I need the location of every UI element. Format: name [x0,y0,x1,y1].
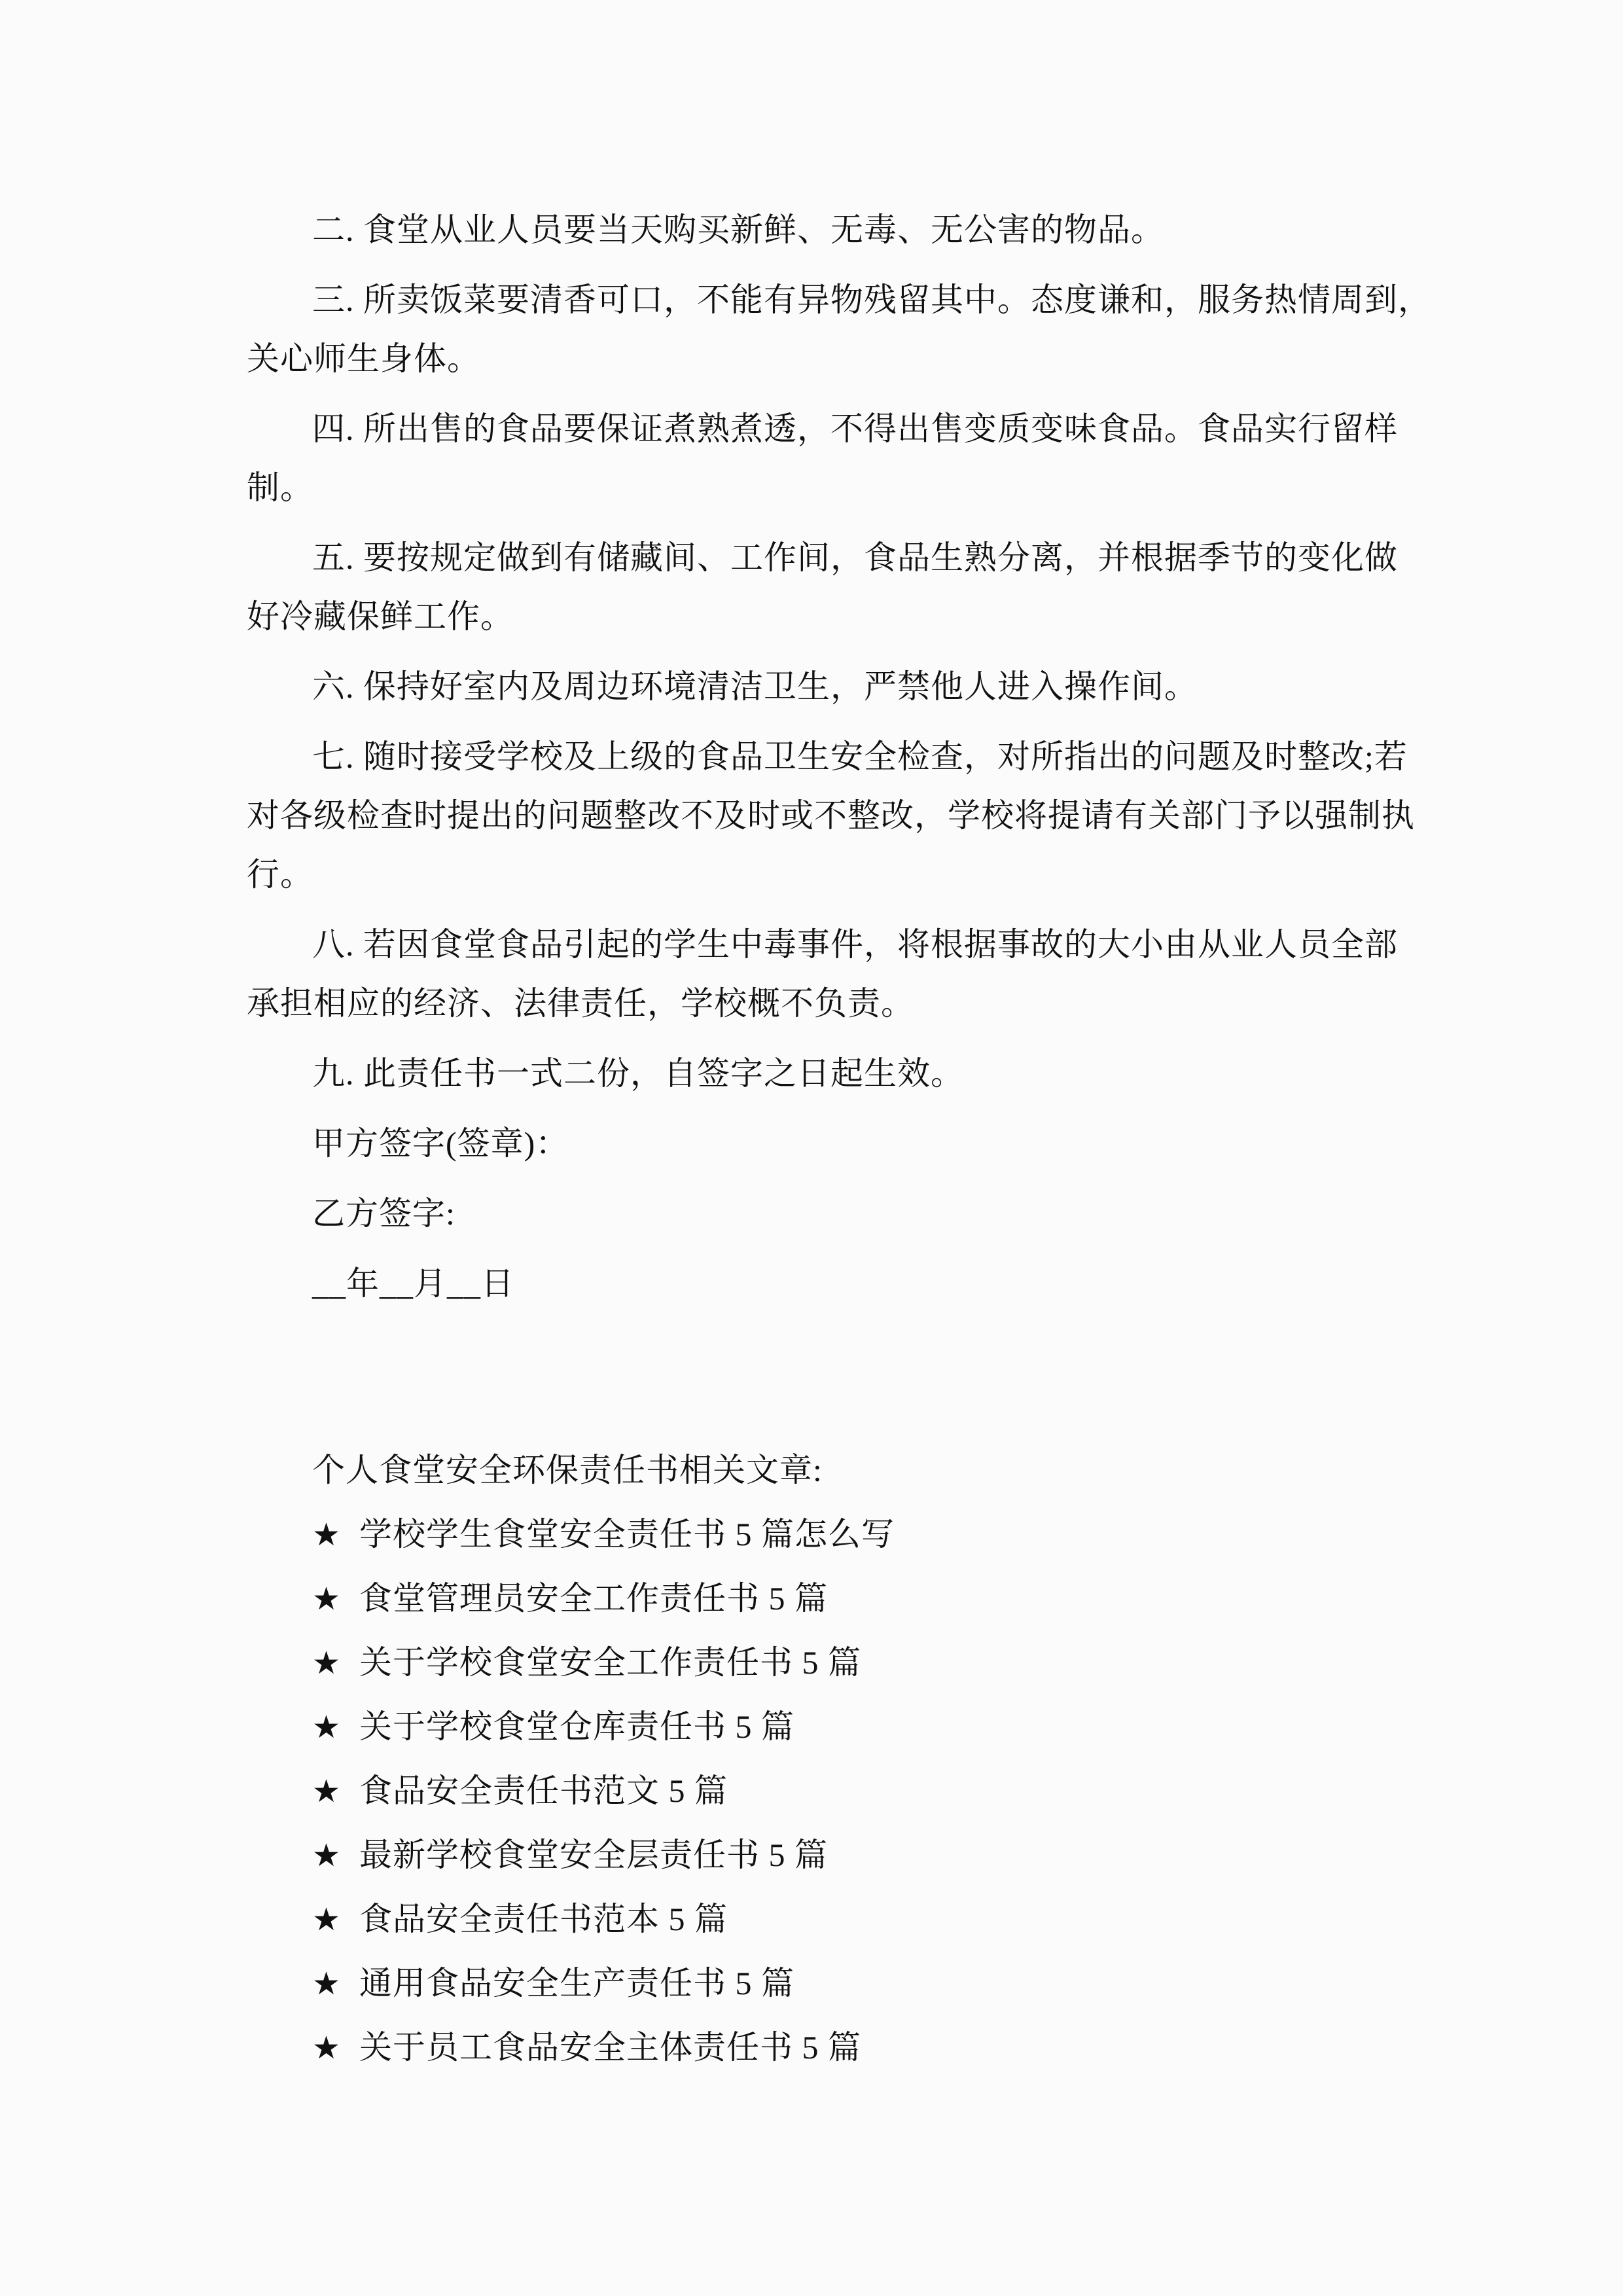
paragraph [247,270,1431,388]
related-article-label: 学校学生食堂安全责任书 5 篇怎么写 [359,1516,895,1552]
paragraph-line: 承担相应的经济、法律责任，学校概不负责。 [247,985,914,1022]
paragraph-line: 甲方签字(签章)： [312,1125,569,1162]
related-article-label: 关于学校食堂仓库责任书 5 篇 [359,1708,795,1745]
star-icon: ★ [312,1581,342,1617]
paragraph-line: 八. 若因食堂食品引起的学生中毒事件，将根据事故的大小由从业人员全部 [312,926,1398,963]
related-article-item [247,1505,1418,1564]
party-a-signature-line [247,1114,1418,1173]
paragraph-line: 行。 [247,856,313,893]
related-article-label: 食堂管理员安全工作责任书 5 篇 [359,1580,829,1617]
related-article-label: 通用食品安全生产责任书 5 篇 [359,1965,795,2001]
paragraph [247,657,1418,716]
star-icon: ★ [312,2030,342,2066]
paragraph [247,200,1418,259]
related-articles-section [247,1441,1418,2077]
paragraph [247,1044,1418,1103]
paragraph-line: __年__月__日 [312,1265,514,1302]
related-article-item [247,1569,1418,1628]
star-icon: ★ [312,1965,342,2002]
star-icon: ★ [312,1709,342,1746]
related-article-label: 关于员工食品安全主体责任书 5 篇 [359,2029,862,2066]
related-article-item [247,1954,1418,2013]
paragraph-line: 七. 随时接受学校及上级的食品卫生安全检查，对所指出的问题及时整改;若 [312,738,1408,775]
star-icon: ★ [312,1516,342,1553]
paragraph [247,727,1418,904]
paragraph-line: 六. 保持好室内及周边环境清洁卫生，严禁他人进入操作间。 [312,668,1198,705]
star-icon: ★ [312,1773,342,1810]
document-body [247,200,1431,2077]
related-article-label: 关于学校食堂安全工作责任书 5 篇 [359,1644,862,1681]
related-article-item [247,1697,1418,1756]
related-article-label: 食品安全责任书范文 5 篇 [359,1772,728,1809]
paragraph-line: 九. 此责任书一式二份，自签字之日起生效。 [312,1055,964,1092]
paragraph-line: 乙方签字: [312,1195,455,1232]
related-article-item [247,1633,1418,1692]
paragraph-line: 五. 要按规定做到有储藏间、工作间，食品生熟分离，并根据季节的变化做 [312,539,1398,576]
star-icon: ★ [312,1645,342,1681]
star-icon: ★ [312,1901,342,1938]
paragraph-line: 二. 食堂从业人员要当天购买新鲜、无毒、无公害的物品。 [312,211,1164,248]
related-article-label: 食品安全责任书范本 5 篇 [359,1901,728,1937]
paragraph-line: 四. 所出售的食品要保证煮熟煮透，不得出售变质变味食品。食品实行留样 [312,410,1398,447]
star-icon: ★ [312,1837,342,1874]
paragraph [247,915,1418,1033]
paragraph-line: 三. 所卖饭菜要清香可口，不能有异物残留其中。态度谦和，服务热情周到， [312,281,1431,318]
paragraph-line: 好冷藏保鲜工作。 [247,598,514,635]
related-article-item [247,1761,1418,1820]
related-article-item [247,2018,1418,2077]
paragraph-line: 关心师生身体。 [247,340,480,377]
paragraph-line: 对各级检查时提出的问题整改不及时或不整改，学校将提请有关部门予以强制执 [247,797,1415,834]
party-b-signature-line [247,1184,1418,1243]
paragraph [247,399,1418,517]
related-article-label: 最新学校食堂安全层责任书 5 篇 [359,1837,829,1873]
date-line [247,1254,1418,1313]
paragraph [247,528,1418,646]
related-article-item [247,1825,1418,1884]
paragraph-line: 制。 [247,469,313,506]
related-article-item [247,1890,1418,1948]
related-articles-title: 个人食堂安全环保责任书相关文章: [312,1452,823,1488]
